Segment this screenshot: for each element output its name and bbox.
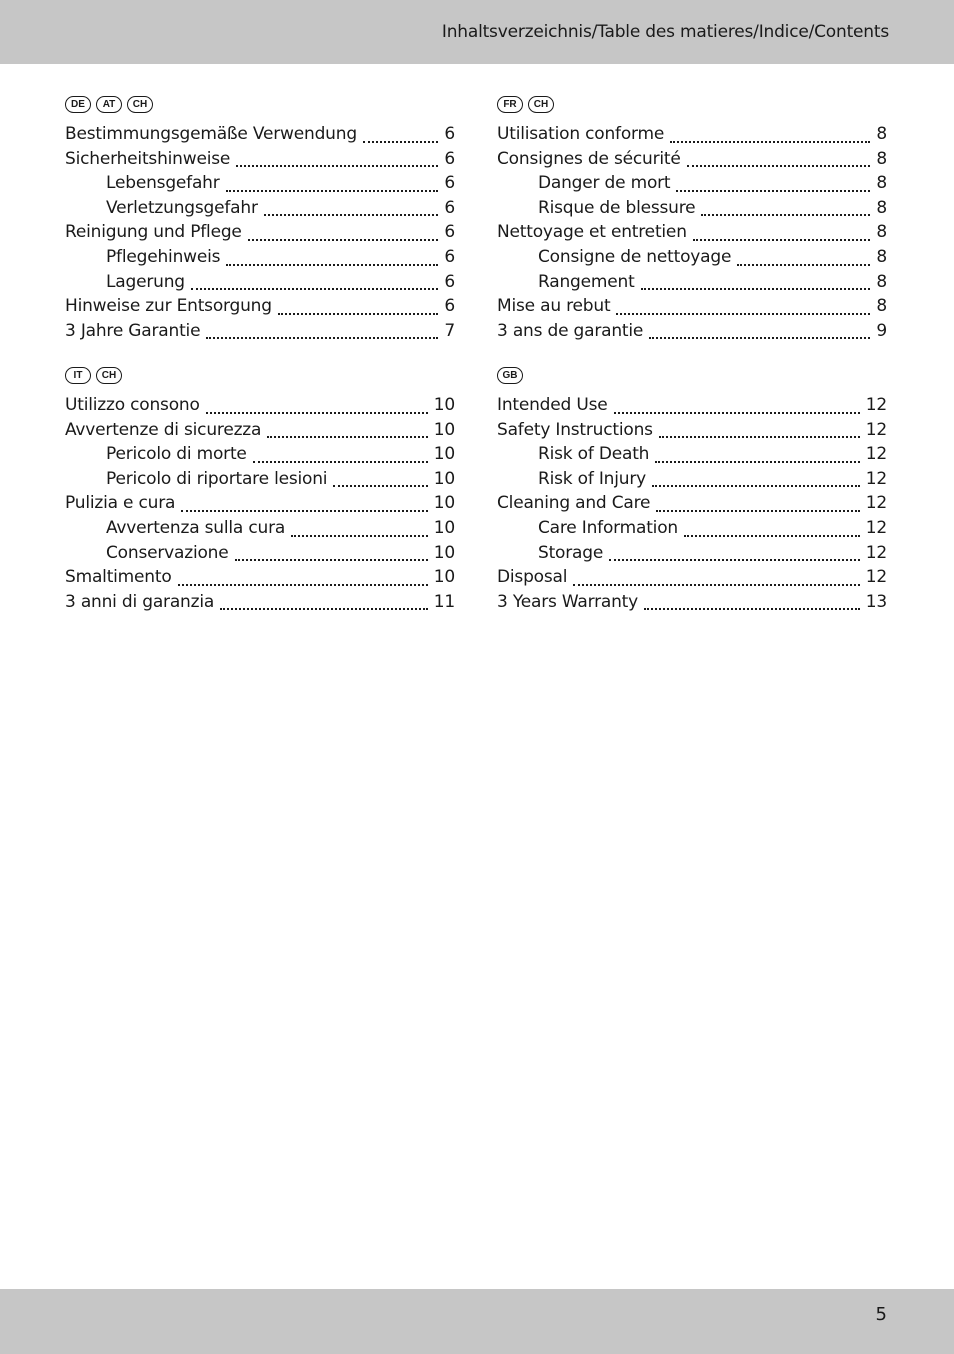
toc-entry-label: Utilisation conforme <box>497 124 665 144</box>
toc-entry-label: Lebensgefahr <box>106 173 220 194</box>
country-badge-it: IT <box>65 367 91 384</box>
dot-leader <box>333 485 427 487</box>
country-badge-fr: FR <box>497 96 523 113</box>
dot-leader <box>236 165 438 167</box>
toc-entry-label: Avvertenza sulla cura <box>106 517 286 538</box>
toc-entry-label: Care Information <box>538 517 678 538</box>
dot-leader <box>235 559 428 561</box>
dot-leader <box>573 584 860 586</box>
toc-subentry[interactable] <box>497 173 887 198</box>
toc-entry-page: 8 <box>876 246 887 267</box>
toc-subentry[interactable] <box>65 173 455 198</box>
toc-entry[interactable] <box>497 395 887 420</box>
toc-subentry[interactable] <box>497 543 887 568</box>
toc-entry[interactable] <box>497 592 887 617</box>
dot-leader <box>701 214 870 216</box>
toc-entry[interactable] <box>65 296 455 321</box>
toc-entry-label: Sicherheitshinweise <box>65 148 231 169</box>
toc-entry-label: Utilizzo consono <box>65 395 200 415</box>
toc-entry-page: 10 <box>433 444 455 465</box>
toc-entry-page: 10 <box>433 395 455 415</box>
country-badge-ch: CH <box>528 96 554 113</box>
toc-entry-page: 10 <box>433 468 455 489</box>
toc-subentry[interactable] <box>65 469 455 494</box>
dot-leader <box>687 165 871 167</box>
toc-entry-page: 6 <box>444 296 455 317</box>
country-badge-ch: CH <box>127 96 153 113</box>
dot-leader <box>264 214 439 216</box>
toc-entry[interactable] <box>65 493 455 518</box>
toc-entry-label: Disposal <box>497 567 568 588</box>
toc-entry[interactable] <box>65 321 455 346</box>
toc-entry-page: 12 <box>865 542 887 563</box>
toc-entry-label: Consignes de sécurité <box>497 148 681 169</box>
toc-entry-label: Smaltimento <box>65 567 172 588</box>
toc-entry-label: Lagerung <box>106 271 185 292</box>
toc-entry-page: 12 <box>865 444 887 465</box>
toc-entry[interactable] <box>497 296 887 321</box>
toc-entry[interactable] <box>497 222 887 247</box>
country-badge-de: DE <box>65 96 91 113</box>
toc-entry-page: 6 <box>444 173 455 194</box>
toc-entry-label: Risque de blessure <box>538 197 696 218</box>
toc-entry-page: 10 <box>433 493 455 514</box>
country-badge-gb: GB <box>497 367 523 384</box>
toc-entry-label: Cleaning and Care <box>497 493 651 514</box>
toc-entry-label: Avvertenze di sicurezza <box>65 419 262 440</box>
toc-entry-page: 10 <box>433 517 455 538</box>
toc-entry-page: 10 <box>433 419 455 440</box>
dot-leader <box>267 436 428 438</box>
toc-subentry[interactable] <box>497 518 887 543</box>
toc-entry[interactable] <box>65 567 455 592</box>
toc-entry-label: Pulizia e cura <box>65 493 176 514</box>
toc-subentry[interactable] <box>65 198 455 223</box>
toc-entry-page: 11 <box>433 591 455 612</box>
dot-leader <box>644 608 860 610</box>
dot-leader <box>226 190 439 192</box>
toc-subentry[interactable] <box>497 247 887 272</box>
language-badges <box>65 96 455 118</box>
dot-leader <box>191 288 439 290</box>
dot-leader <box>278 313 439 315</box>
toc-entry-label: Pflegehinweis <box>106 246 221 267</box>
toc-section-gb <box>497 367 887 616</box>
toc-entry-label: 3 anni di garanzia <box>65 591 215 612</box>
toc-subentry[interactable] <box>497 469 887 494</box>
toc-entry-page: 8 <box>876 197 887 218</box>
toc-entry-label: Mise au rebut <box>497 296 611 317</box>
language-badges <box>497 367 887 389</box>
toc-entry-label: Conservazione <box>106 542 229 563</box>
dot-leader <box>737 264 870 266</box>
toc-subentry[interactable] <box>65 518 455 543</box>
toc-entry[interactable] <box>497 493 887 518</box>
dot-leader <box>659 436 860 438</box>
toc-entry[interactable] <box>497 149 887 174</box>
dot-leader <box>253 461 428 463</box>
dot-leader <box>609 559 860 561</box>
dot-leader <box>641 288 871 290</box>
toc-entry-label: Safety Instructions <box>497 419 653 440</box>
dot-leader <box>206 412 428 414</box>
toc-entry-page: 12 <box>865 567 887 588</box>
dot-leader <box>676 190 870 192</box>
toc-entry-label: Intended Use <box>497 395 608 415</box>
toc-entry-label: Consigne de nettoyage <box>538 246 732 267</box>
toc-entry-page: 6 <box>444 148 455 169</box>
toc-entry-page: 8 <box>876 124 887 144</box>
dot-leader <box>226 264 438 266</box>
toc-entry-page: 9 <box>876 320 887 341</box>
toc-entry-label: Rangement <box>538 271 635 292</box>
toc-entry-page: 12 <box>865 493 887 514</box>
dot-leader <box>614 412 860 414</box>
toc-subentry[interactable] <box>65 247 455 272</box>
dot-leader <box>649 337 870 339</box>
toc-entry-page: 8 <box>876 296 887 317</box>
toc-entry-page: 12 <box>865 395 887 415</box>
toc-subentry[interactable] <box>65 543 455 568</box>
toc-entry-page: 8 <box>876 148 887 169</box>
toc-entry-label: Pericolo di morte <box>106 444 247 465</box>
footer-bar <box>0 1289 954 1354</box>
toc-entry-page: 7 <box>444 320 455 341</box>
toc-entry[interactable] <box>65 222 455 247</box>
toc-entry-page: 8 <box>876 173 887 194</box>
toc-entry-page: 13 <box>865 591 887 612</box>
country-badge-ch: CH <box>96 367 122 384</box>
toc-entry-page: 6 <box>444 222 455 243</box>
dot-leader <box>652 485 860 487</box>
toc-section-de <box>65 96 455 345</box>
dot-leader <box>616 313 870 315</box>
toc-entry-label: Nettoyage et entretien <box>497 222 687 243</box>
toc-entry-label: Danger de mort <box>538 173 671 194</box>
language-badges <box>65 367 455 389</box>
toc-entry-page: 12 <box>865 468 887 489</box>
toc-entry-label: Reinigung und Pflege <box>65 222 242 243</box>
dot-leader <box>181 510 428 512</box>
toc-entry-label: 3 ans de garantie <box>497 320 644 341</box>
dot-leader <box>693 239 871 241</box>
toc-subentry[interactable] <box>497 198 887 223</box>
toc-entry[interactable] <box>497 420 887 445</box>
dot-leader <box>220 608 428 610</box>
toc-entry-page: 10 <box>433 567 455 588</box>
page-title: Inhaltsverzeichnis/Table des matieres/Indice/Contents <box>441 22 889 42</box>
toc-entry-page: 6 <box>444 246 455 267</box>
toc-entry-page: 6 <box>444 124 455 144</box>
toc-entry-page: 8 <box>876 222 887 243</box>
country-badge-at: AT <box>96 96 122 113</box>
toc-entry-page: 8 <box>876 271 887 292</box>
toc-entry-label: Pericolo di riportare lesioni <box>106 468 328 489</box>
toc-entry[interactable] <box>65 395 455 420</box>
page-number: 5 <box>875 1304 887 1325</box>
toc-entry-label: Storage <box>538 542 604 563</box>
language-badges <box>497 96 887 118</box>
dot-leader <box>656 510 859 512</box>
toc-entry[interactable] <box>497 567 887 592</box>
toc-entry-page: 12 <box>865 419 887 440</box>
header-bar <box>0 0 954 64</box>
toc-entry[interactable] <box>497 124 887 149</box>
dot-leader <box>670 141 870 143</box>
toc-entry-label: 3 Years Warranty <box>497 591 639 612</box>
dot-leader <box>206 337 438 339</box>
dot-leader <box>655 461 860 463</box>
toc-subentry[interactable] <box>65 272 455 297</box>
toc-entry-label: Risk of Death <box>538 444 650 465</box>
toc-section-fr <box>497 96 887 345</box>
toc-entry-label: Verletzungsgefahr <box>106 197 258 218</box>
dot-leader <box>291 535 428 537</box>
toc-section-it <box>65 367 455 616</box>
toc-entry-page: 10 <box>433 542 455 563</box>
toc-entry-page: 6 <box>444 271 455 292</box>
toc-subentry[interactable] <box>497 272 887 297</box>
toc-entry[interactable] <box>65 420 455 445</box>
toc-entry-label: Hinweise zur Entsorgung <box>65 296 272 317</box>
toc-entry-page: 6 <box>444 197 455 218</box>
toc-entry-label: Bestimmungsgemäße Verwendung <box>65 124 357 144</box>
toc-entry-page: 12 <box>865 517 887 538</box>
toc-entry-label: Risk of Injury <box>538 468 646 489</box>
toc-entry[interactable] <box>65 592 455 617</box>
dot-leader <box>178 584 428 586</box>
toc-subentry[interactable] <box>65 444 455 469</box>
dot-leader <box>684 535 860 537</box>
toc-entry[interactable] <box>497 321 887 346</box>
toc-entry[interactable] <box>65 124 455 149</box>
toc-entry[interactable] <box>65 149 455 174</box>
dot-leader <box>363 141 438 143</box>
toc-subentry[interactable] <box>497 444 887 469</box>
dot-leader <box>248 239 439 241</box>
toc-entry-label: 3 Jahre Garantie <box>65 320 201 341</box>
